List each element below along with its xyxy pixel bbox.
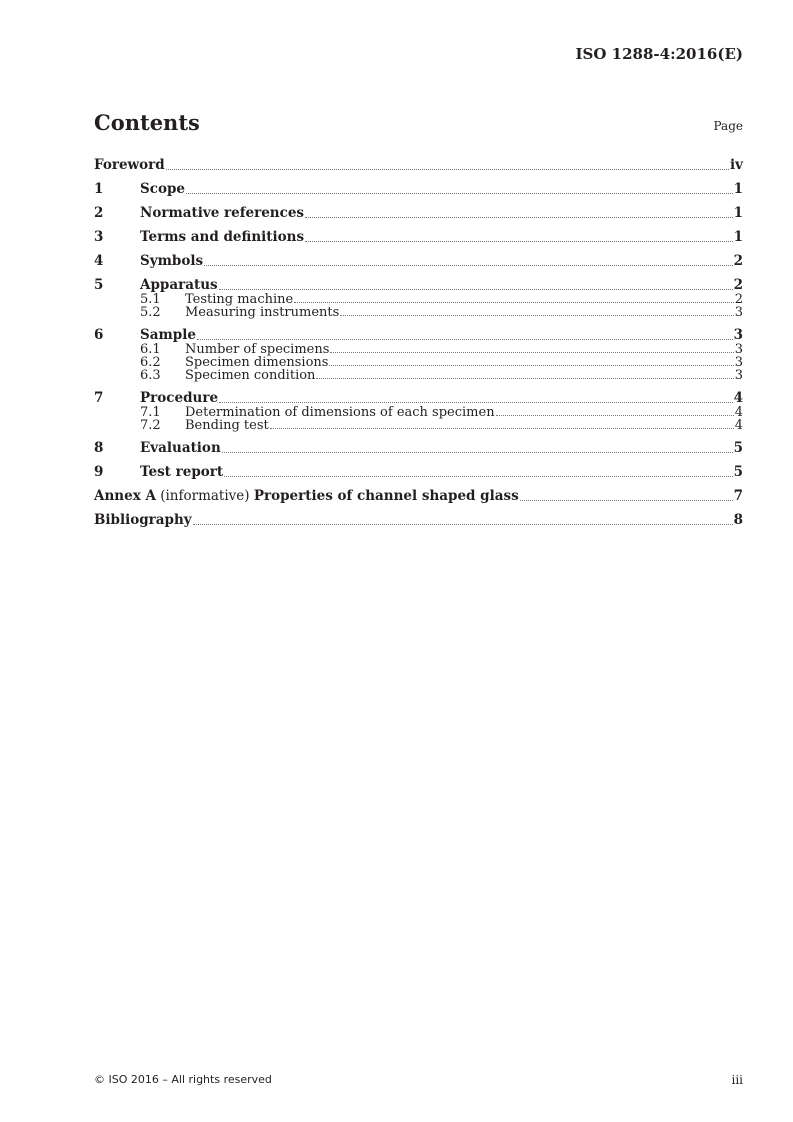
toc-entry-page: 7: [733, 488, 743, 504]
toc-entry-symbols[interactable]: [94, 253, 743, 269]
toc-entry-terms-and-definitions[interactable]: [94, 229, 743, 245]
toc-entry-annex-a[interactable]: [94, 488, 743, 504]
toc-subentry-label: Number of specimens: [185, 342, 330, 357]
toc-entry-label: Foreword: [94, 157, 165, 173]
toc-entry-number: 6: [94, 327, 104, 343]
toc-entry-number: 5: [94, 277, 104, 293]
toc-entry-label: Procedure: [140, 390, 219, 406]
dot-leader: [316, 377, 733, 379]
toc-subentry-specimen-condition[interactable]: [94, 369, 743, 382]
toc-entry-scope[interactable]: [94, 181, 743, 197]
dot-leader: [520, 499, 733, 501]
table-of-contents: [94, 157, 743, 528]
toc-entry-apparatus[interactable]: [94, 277, 743, 293]
annex-status: (informative): [155, 488, 254, 504]
toc-entry-procedure[interactable]: [94, 390, 743, 406]
toc-entry-page: 5: [733, 464, 743, 480]
dot-leader: [305, 240, 733, 242]
dot-leader: [330, 351, 733, 353]
dot-leader: [197, 338, 733, 340]
toc-subentry-number: 6.3: [140, 368, 161, 383]
toc-entry-label: Bibliography: [94, 512, 192, 528]
toc-subentry-measuring-instruments[interactable]: [94, 306, 743, 319]
toc-subentry-number: 7.1: [140, 405, 161, 420]
dot-leader: [193, 523, 733, 525]
toc-subentry-label: Bending test: [185, 418, 269, 433]
toc-subentry-page: 3: [734, 342, 743, 357]
page-column-label: Page: [713, 119, 743, 133]
toc-subentry-label: Specimen condition: [185, 368, 316, 383]
dot-leader: [166, 168, 729, 170]
dot-leader: [294, 301, 734, 303]
toc-entry-number: 1: [94, 181, 104, 197]
toc-entry-label: Evaluation: [140, 440, 221, 456]
page-number: iii: [731, 1073, 743, 1087]
annex-title: Properties of channel shaped glass: [253, 488, 519, 504]
toc-entry-page: 1: [733, 229, 743, 245]
dot-leader: [219, 401, 733, 403]
toc-entry-number: 8: [94, 440, 104, 456]
toc-subentry-number: 6.2: [140, 355, 161, 370]
toc-entry-number: 4: [94, 253, 104, 269]
toc-entry-test-report[interactable]: [94, 464, 743, 480]
toc-entry-page: 1: [733, 181, 743, 197]
dot-leader: [305, 216, 733, 218]
toc-entry-page: 8: [733, 512, 743, 528]
toc-subentry-page: 4: [734, 405, 743, 420]
copyright-notice: © ISO 2016 – All rights reserved: [94, 1073, 272, 1086]
toc-entry-label: Symbols: [140, 253, 204, 269]
toc-entry-label: Terms and definitions: [140, 229, 305, 245]
dot-leader: [186, 192, 733, 194]
toc-entry-number: 7: [94, 390, 104, 406]
toc-entry-number: 3: [94, 229, 104, 245]
toc-subentry-label: Specimen dimensions: [185, 355, 329, 370]
toc-entry-bibliography[interactable]: [94, 512, 743, 528]
toc-subentry-number: 7.2: [140, 418, 161, 433]
toc-subentry-page: 3: [734, 305, 743, 320]
toc-subentry-number: 5.1: [140, 292, 161, 307]
dot-leader: [224, 475, 732, 477]
toc-subentry-number: 6.1: [140, 342, 161, 357]
toc-entry-page: 2: [733, 253, 743, 269]
toc-entry-sample[interactable]: [94, 327, 743, 343]
toc-entry-label: Normative references: [140, 205, 305, 221]
toc-entry-page: iv: [730, 157, 743, 173]
toc-entry-label: Apparatus: [140, 277, 218, 293]
contents-title: Contents: [94, 110, 200, 135]
toc-entry-label: Test report: [140, 464, 224, 480]
toc-entry-label: Sample: [140, 327, 196, 343]
standard-id: ISO 1288-4:2016(E): [575, 45, 743, 63]
toc-entry-foreword[interactable]: [94, 157, 743, 173]
toc-subentry-number: 5.2: [140, 305, 161, 320]
toc-subentry-page: 2: [734, 292, 743, 307]
contents-heading: [94, 110, 743, 140]
toc-subentry-page: 3: [734, 368, 743, 383]
dot-leader: [329, 364, 733, 366]
toc-subentry-page: 3: [734, 355, 743, 370]
dot-leader: [219, 288, 733, 290]
toc-entry-label: Scope: [140, 181, 186, 197]
toc-entry-page: 1: [733, 205, 743, 221]
dot-leader: [222, 451, 733, 453]
dot-leader: [340, 314, 733, 316]
toc-subentry-bending-test[interactable]: [94, 419, 743, 432]
dot-leader: [270, 427, 734, 429]
toc-entry-page: 3: [733, 327, 743, 343]
toc-entry-page: 2: [733, 277, 743, 293]
dot-leader: [496, 414, 734, 416]
toc-entry-normative-references[interactable]: [94, 205, 743, 221]
dot-leader: [204, 264, 733, 266]
toc-entry-page: 4: [733, 390, 743, 406]
annex-designation: Annex A: [94, 488, 156, 504]
toc-entry-number: 9: [94, 464, 104, 480]
toc-entry-number: 2: [94, 205, 104, 221]
toc-subentry-label: Determination of dimensions of each specimen: [185, 405, 495, 420]
toc-subentry-label: Measuring instruments: [185, 305, 340, 320]
toc-entry-page: 5: [733, 440, 743, 456]
toc-entry-evaluation[interactable]: [94, 440, 743, 456]
toc-subentry-page: 4: [734, 418, 743, 433]
toc-subentry-label: Testing machine: [185, 292, 294, 307]
toc-entry-label: [94, 488, 519, 504]
